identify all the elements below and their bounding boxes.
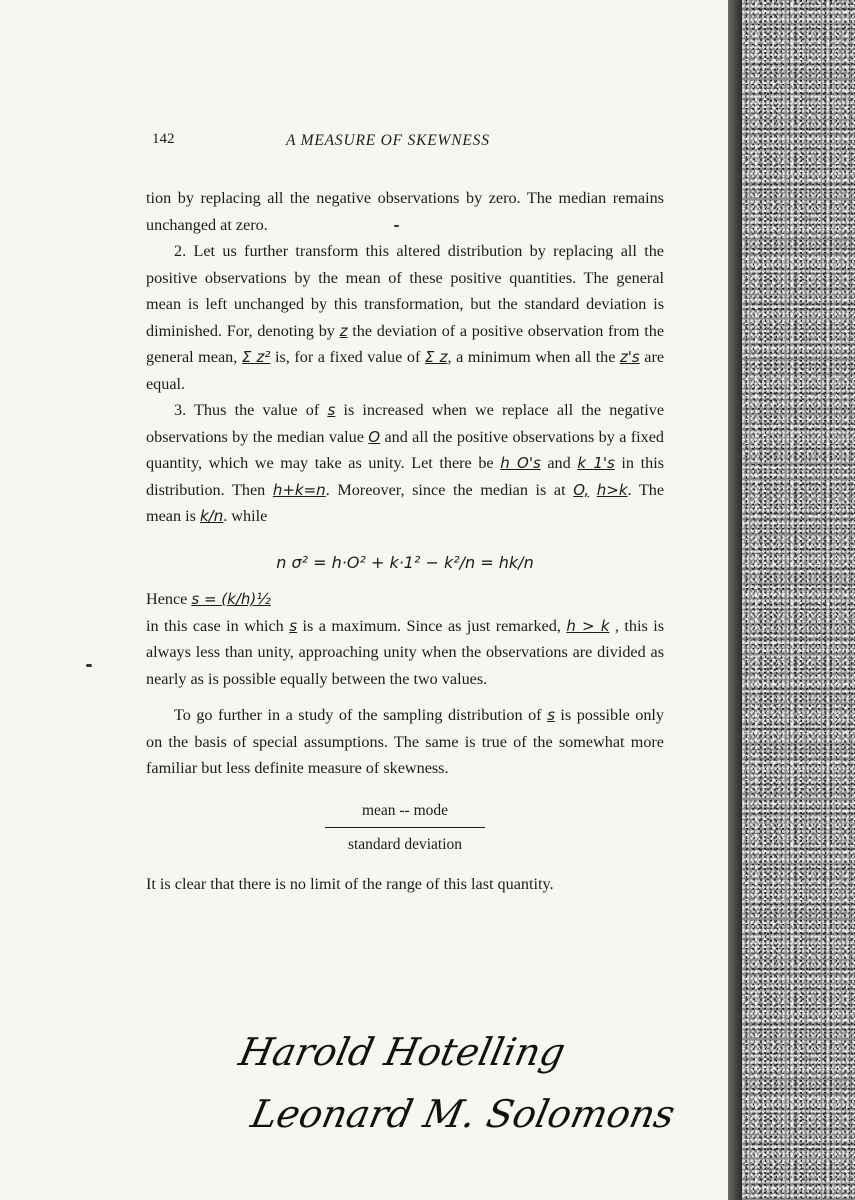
page-number: 142	[152, 131, 175, 147]
var-o: O,	[573, 480, 590, 499]
p3-g: . while	[223, 507, 268, 525]
p4-c: , this is always less than unity, approaching unity when the observations are divided as nearly as is possible equally between the two values.	[146, 616, 665, 688]
var-k-ones: k 1's	[577, 454, 615, 472]
p3-a: 3. Thus the value of	[174, 401, 320, 419]
page-header	[152, 131, 552, 153]
p2-mid2: is, for a fixed value of	[274, 348, 421, 366]
p3-d: in this distribution. Then	[146, 454, 664, 499]
var-s-3: s	[547, 706, 555, 724]
paragraph-1: tion by replacing all the negative observations by zero. The median remains unchanged at zero.	[146, 189, 664, 234]
p3-b: is increased when we replace all the negative observations by the median value	[146, 401, 665, 446]
ineq-h-gt-k-2: h > k	[566, 616, 610, 635]
paragraph-3	[146, 397, 664, 530]
var-z: z	[339, 321, 348, 340]
p4-b: is a maximum. Since as just remarked,	[302, 616, 561, 635]
fraction-denominator: standard deviation	[347, 836, 463, 853]
p5-b: is possible only on the basis of special assumptions. The same is true of the somewhat more familiar but less definite measure of skewness.	[146, 706, 665, 777]
closing-line: It is clear that there is no limit of the range of this last quantity.	[146, 874, 554, 893]
skewness-fraction	[325, 798, 485, 859]
p3-and: and	[547, 454, 571, 472]
hence-equation: s = (k/h)½	[191, 590, 271, 608]
article-body	[146, 185, 664, 897]
p3-e: . Moreover, since the median is at	[325, 480, 566, 499]
variance-equation: n σ² = h·O² + k·1² − k²/n = hk/n	[276, 552, 534, 572]
sum-z-squared: Σ z²	[241, 348, 271, 366]
paragraph-4	[146, 613, 664, 693]
p4-a: in this case in which	[146, 616, 284, 635]
sum-z: Σ z	[424, 348, 448, 366]
scan-speck	[394, 225, 399, 227]
paragraph-2	[146, 238, 664, 397]
p3-c: and all the positive observations by a fixed quantity, which we may take as unity. Let there be	[146, 427, 664, 472]
p2-text: 2. Let us further transform this altered distribution by replacing all the positive observations by the mean of these positive quantities. The general mean is left unchanged by this transformation, but the standard deviation is diminished. For, denoting by	[146, 242, 664, 340]
scan-speck	[86, 664, 92, 667]
scan-border-noise	[742, 0, 855, 1200]
fraction-numerator: mean -- mode	[325, 798, 485, 829]
p5-a: To go further in a study of the sampling distribution of	[174, 706, 542, 724]
var-h-zeros: h O's	[500, 454, 541, 472]
signature-solomons: Leonard M. Solomons	[247, 1092, 679, 1136]
ineq-h-gt-k: h>k	[596, 480, 628, 499]
var-zs: z's	[619, 348, 640, 366]
paragraph-5	[146, 702, 664, 782]
eq-h-plus-k: h+k=n	[272, 480, 326, 499]
page-edge-shadow	[728, 0, 742, 1200]
var-s: s	[327, 401, 336, 419]
p2-final: are equal.	[146, 348, 665, 393]
running-title: A MEASURE OF SKEWNESS	[286, 132, 490, 149]
var-k-over-n: k/n	[199, 507, 224, 525]
p2-end: , a minimum when all the	[447, 348, 616, 366]
hence-word: Hence	[146, 590, 188, 608]
var-zero: O	[368, 427, 381, 446]
p3-f: . The mean is	[146, 480, 665, 525]
hence-line	[146, 586, 664, 613]
signatures	[230, 1030, 679, 1180]
var-s-2: s	[289, 616, 298, 635]
signature-hotelling: Harold Hotelling	[235, 1030, 570, 1074]
p2-mid: the deviation of a positive observation from the general mean,	[146, 321, 665, 366]
